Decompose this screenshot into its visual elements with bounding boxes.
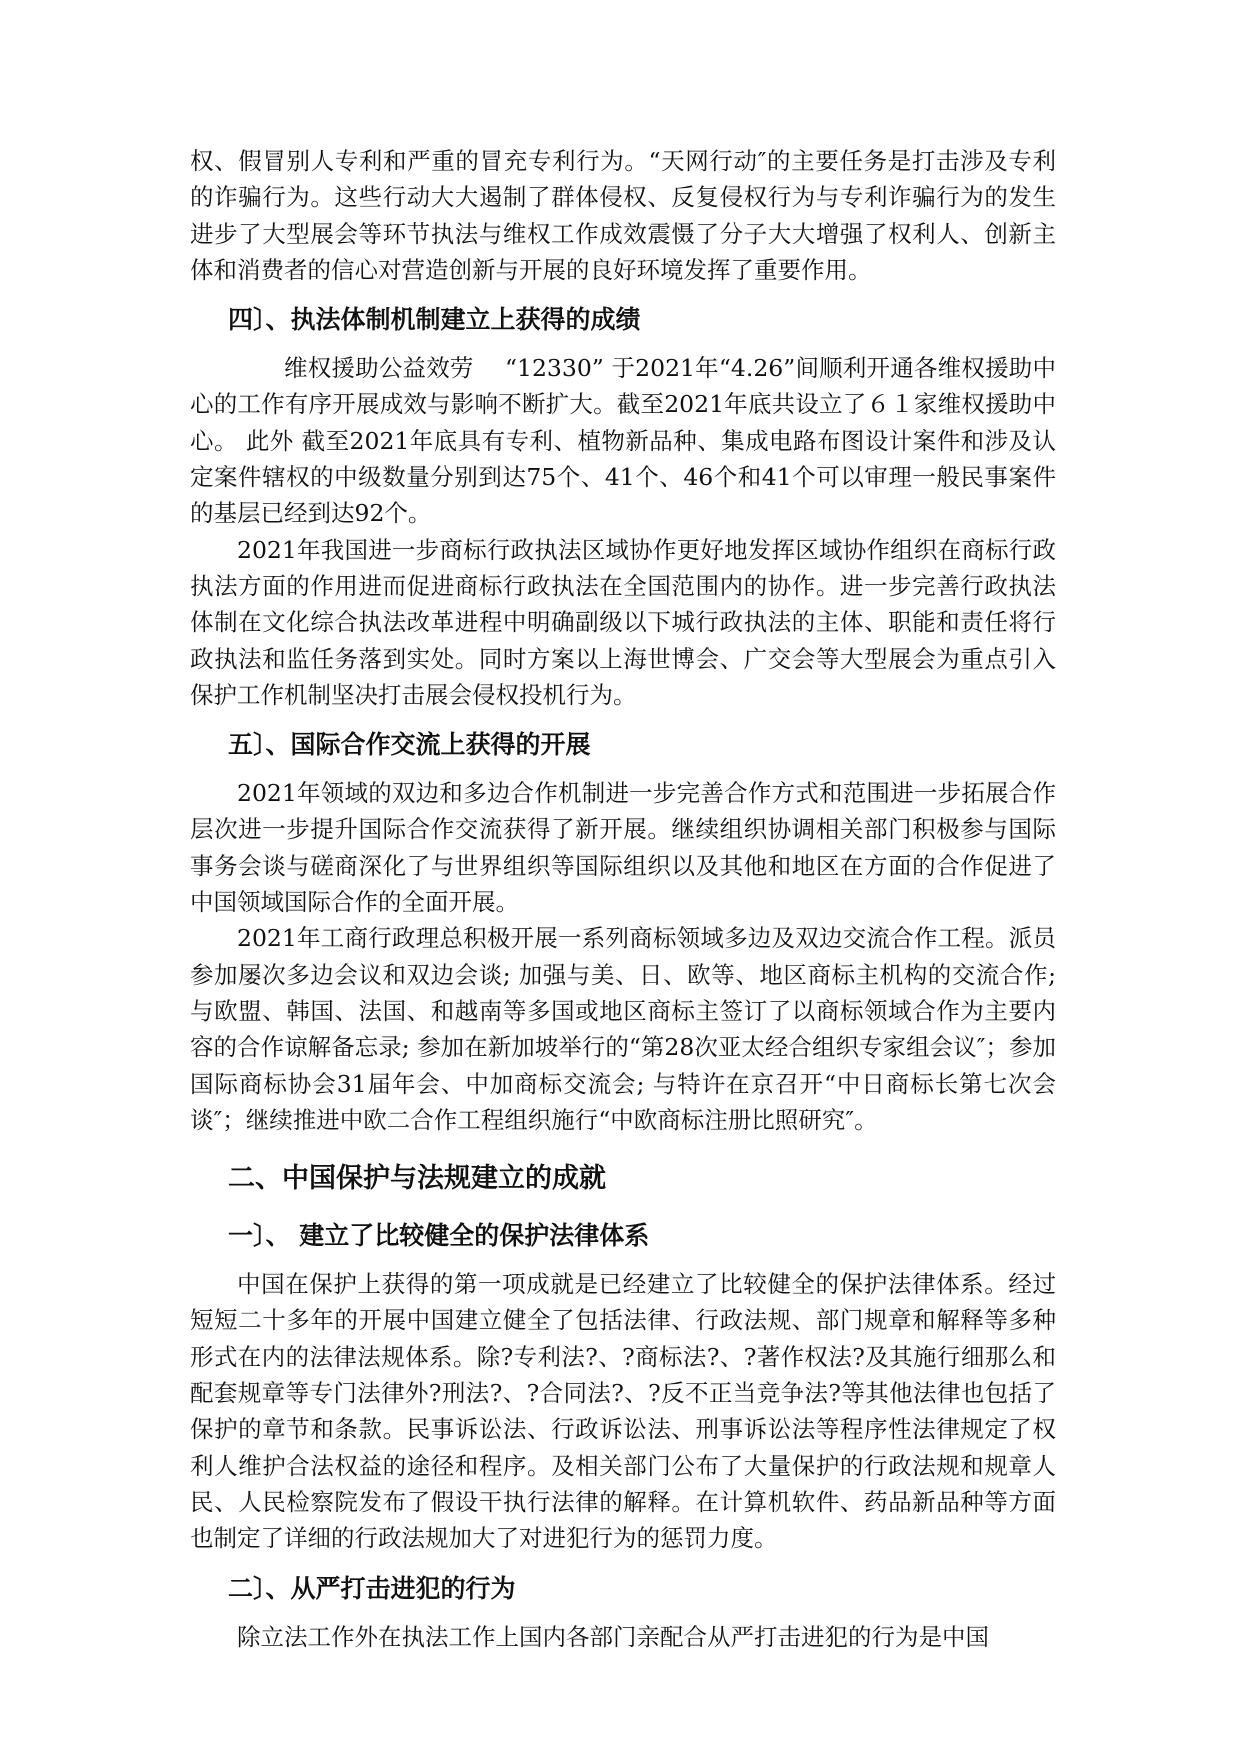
chapter-heading-2: 二、中国保护与法规建立的成就 — [228, 1163, 606, 1195]
paragraph-trademark-enforcement: 2021年我国进一步商标行政执法区域协作更好地发挥区域协作组织在商标行政执法方面的作用进而促进商标行政执法在全国范围内的协作。进一步完善行政执法体制在文化综合执法改革进程中明确副级以下城行政执法的主体、职能和责任将行政执法和监任务落到实处。同时方案以上海世博会、广交会等大型展会为重点引入保护工作机制坚决打击展会侵权投机行为。 — [190, 535, 1056, 709]
section-heading-4: 四〕、执法体制机制建立上获得的成绩 — [228, 305, 641, 335]
paragraph-trademark-exchange: 2021年工商行政理总积极开展一系列商标领域多边及双边交流合作工程。派员参加屡次多边会议和双边会谈; 加强与美、日、欧等、地区商标主机构的交流合作; 与欧盟、韩国、法国、和越南等多国或地区商标主签订了以商标领域合作为主要内容的合作谅解备忘录; 参加在新加坡举行的“第28次亚太经合组织专家组会议″；参加国际商标协会31届年会、中加商标交流会; 与特许在京召开“中日商标长第七次会谈″；继续推进中欧二合作工程组织施行“中欧商标注册比照研究″。 — [190, 924, 1056, 1134]
section-heading-1: 一〕、 建立了比较健全的保护法律体系 — [228, 1221, 650, 1251]
paragraph-continuation: 权、假冒别人专利和严重的冒充专利行为。“天网行动″的主要任务是打击涉及专利的诈骗行为。这些行动大大遏制了群体侵权、反复侵权行为与专利诈骗行为的发生进步了大型展会等环节执法与维权工作成效震慑了分子大大增强了权利人、创新主体和消费者的信心对营造创新与开展的良好环境发挥了重要作用。 — [190, 147, 1056, 284]
paragraph-rights-aid-centers: 维权援助公益效劳 “12330” 于2021年“4.26”间顺利开通各维权援助中心的工作有序开展成效与影响不断扩大。截至2021年底共设立了６１家维权援助中心。 此外 截至2021年底具有专利、植物新品种、集成电路布图设计案件和涉及认定案件辖权的中级数量分别到达75个、41个、46个和41个可以审理一般民事案件的基层已经到达92个。 — [190, 354, 1056, 528]
section-heading-2: 二〕、从严打击进犯的行为 — [228, 1573, 516, 1603]
paragraph-international-cooperation: 2021年领域的双边和多边合作机制进一步完善合作方式和范围进一步拓展合作层次进一步提升国际合作交流获得了新开展。继续组织协调相关部门积极参与国际事务会谈与磋商深化了与世界组织等国际组织以及其他和地区在方面的合作促进了中国领域国际合作的全面开展。 — [190, 779, 1056, 917]
document-body — [190, 143, 1056, 1655]
section-heading-5: 五〕、国际合作交流上获得的开展 — [228, 730, 591, 760]
paragraph-crackdown: 除立法工作外在执法工作上国内各部门亲配合从严打击进犯的行为是中国 — [237, 1622, 989, 1651]
paragraph-legal-system: 中国在保护上获得的第一项成就是已经建立了比较健全的保护法律体系。经过短短二十多年的开展中国建立健全了包括法律、行政法规、部门规章和解释等多种形式在内的法律法规体系。除?专利法?、?商标法?、?著作权法?及其施行细那么和配套规章等专门法律外?刑法?、?合同法?、?反不正当竞争法?等其他法律也包括了保护的章节和条款。民事诉讼法、行政诉讼法、刑事诉讼法等程序性法律规定了权利人维护合法权益的途径和程序。及相关部门公布了大量保护的行政法规和规章人民、人民检察院发布了假设干执行法律的解释。在计算机软件、药品新品种等方面也制定了详细的行政法规加大了对进犯行为的惩罚力度。 — [190, 1270, 1056, 1553]
